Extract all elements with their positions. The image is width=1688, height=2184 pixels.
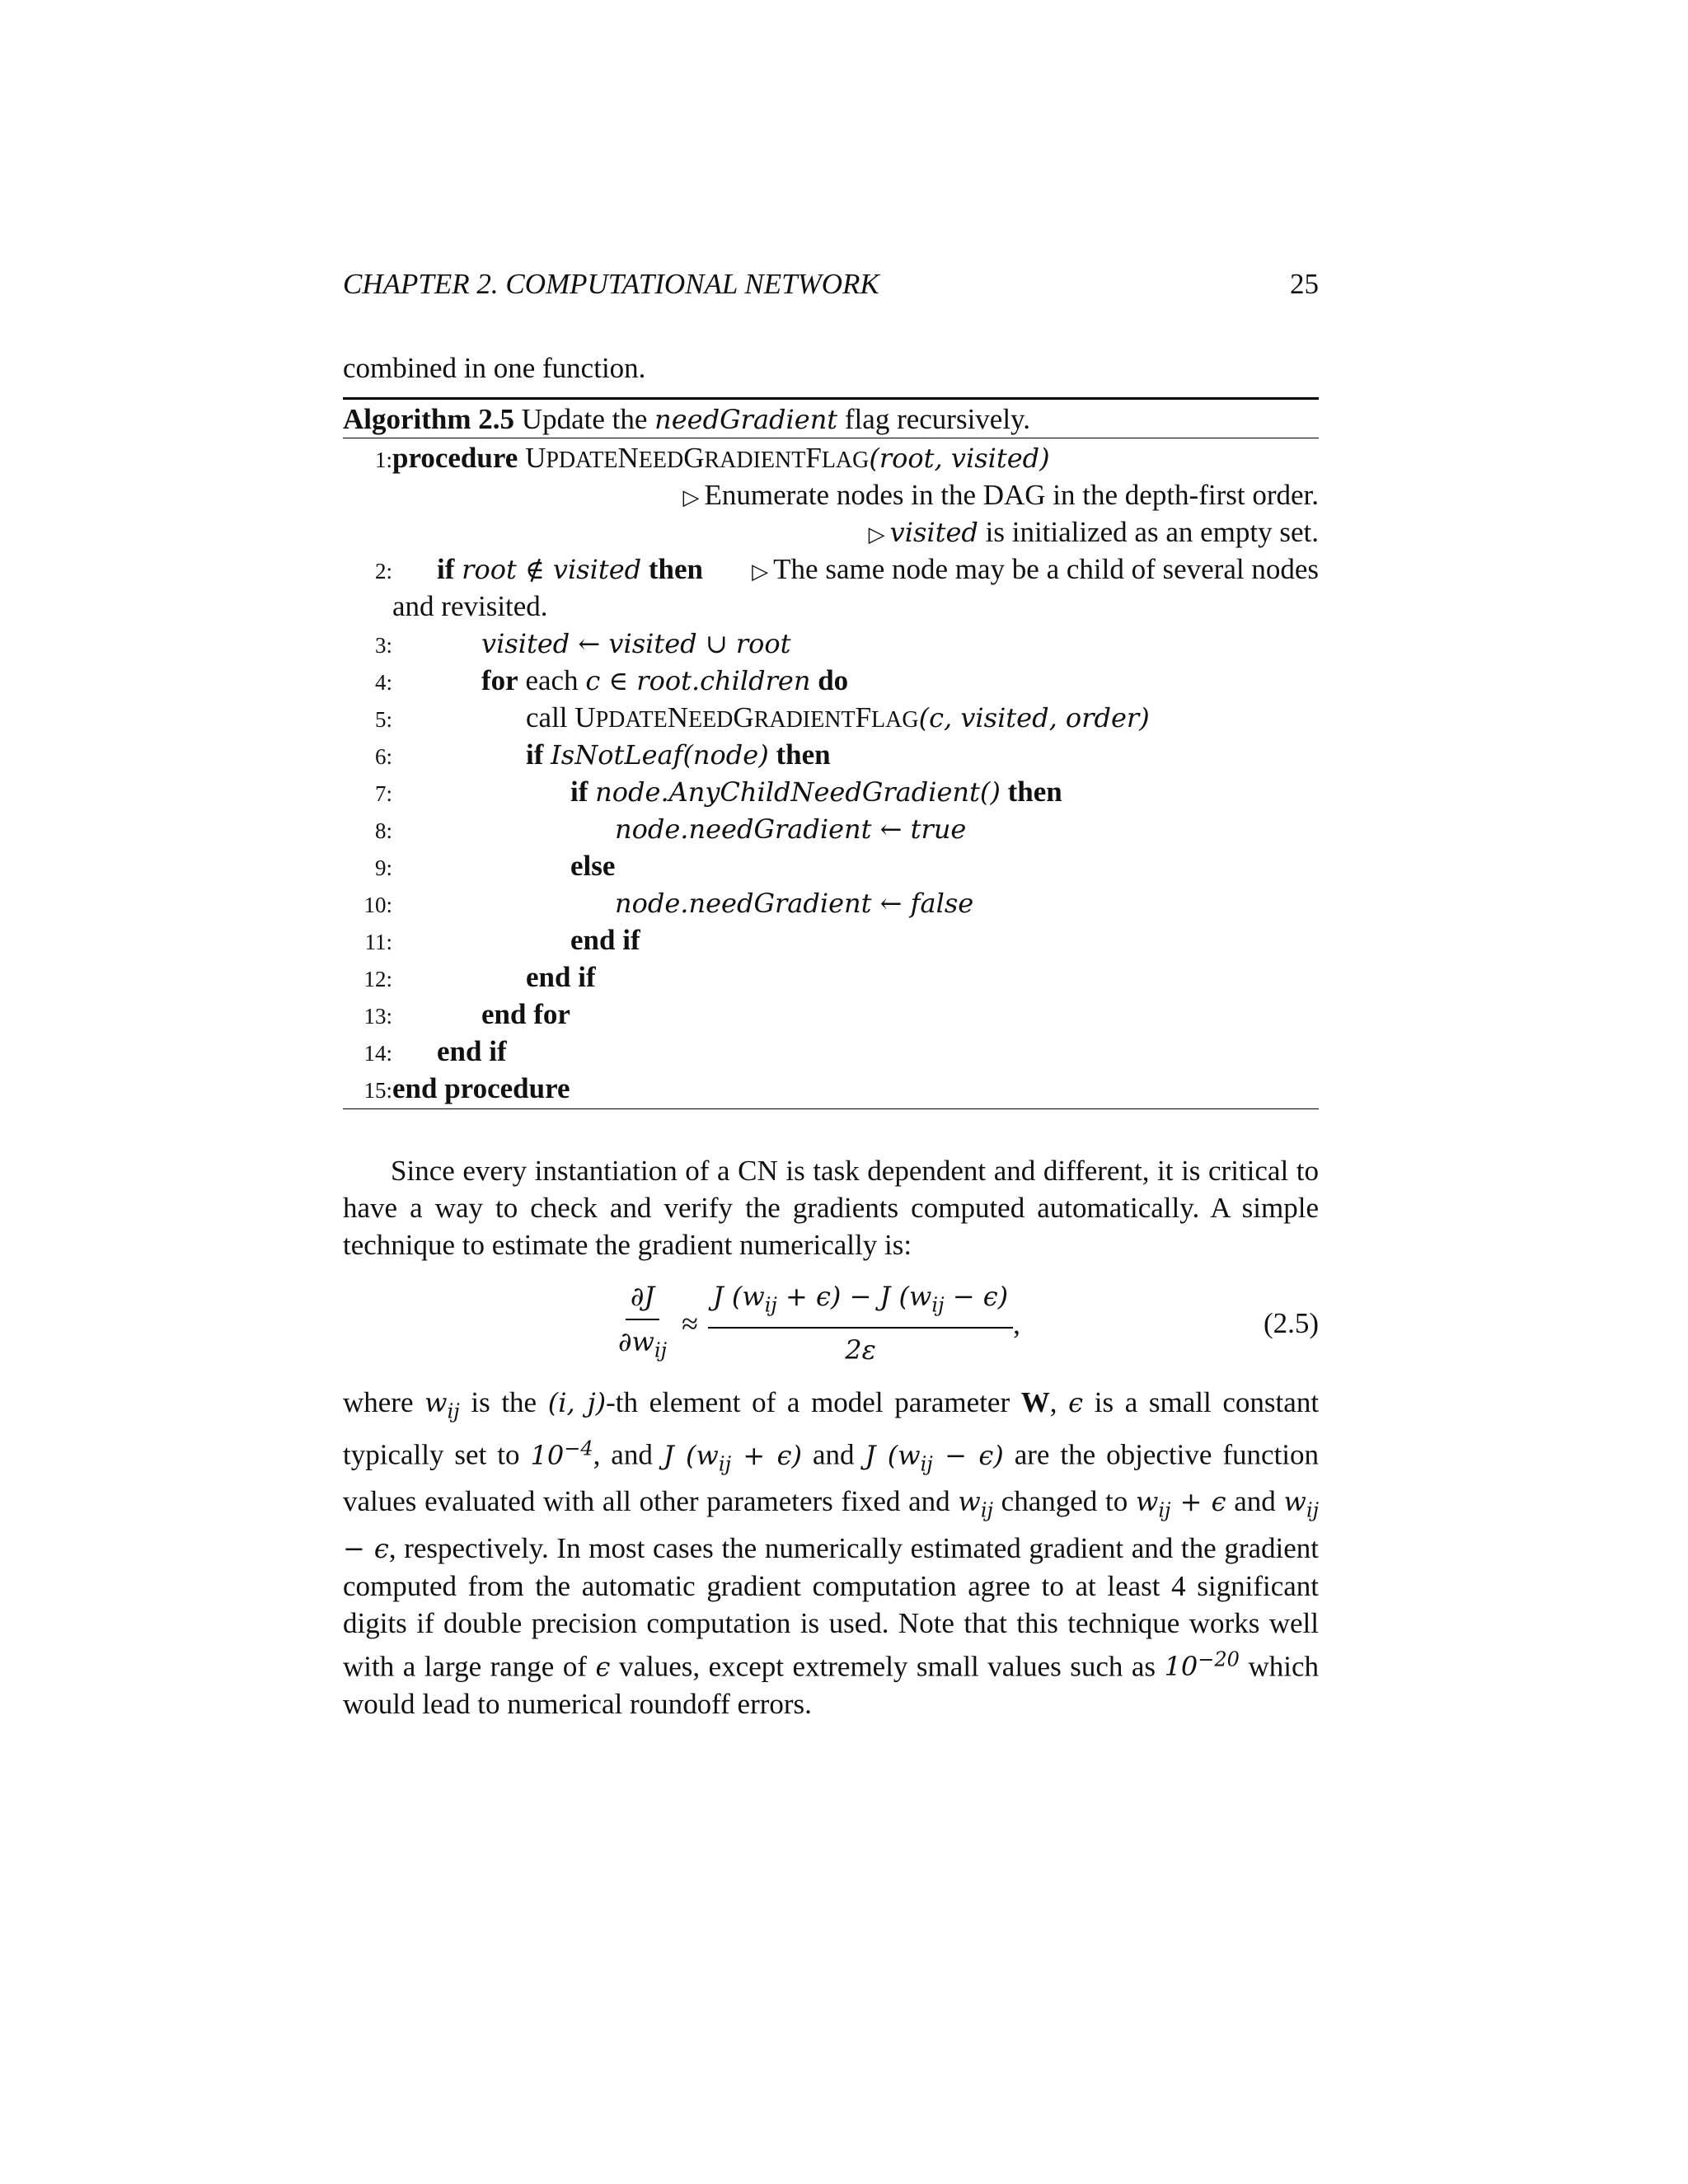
algo-line (343, 439, 1319, 476)
page-number: 25 (1290, 268, 1319, 300)
text: values, except extremely small values such as (618, 1650, 1156, 1683)
line-code (437, 551, 703, 588)
intro-text: combined in one function. (343, 352, 646, 384)
lhs-denominator (613, 1320, 672, 1369)
math-w-plus: $w_{ij} + \epsilon$ (1135, 1486, 1226, 1522)
text: , and (593, 1439, 653, 1472)
lhs-den-sub: ij (654, 1338, 668, 1362)
algo-line (343, 625, 1319, 662)
statement-math: c ∈ root.children (585, 665, 811, 696)
line-number: 14: (363, 1041, 392, 1066)
lhs-numerator: ∂J (626, 1278, 659, 1320)
line-number: 10: (363, 893, 392, 917)
keyword: end if (526, 961, 596, 993)
algorithm-bottom-rule (343, 1108, 1319, 1109)
line-code (481, 625, 791, 663)
triangle-icon: ▷ (682, 485, 700, 509)
procedure-name: UPDATENEEDGRADIENTFLAG (574, 701, 919, 733)
keyword: then (1007, 776, 1062, 808)
line-code (570, 773, 1062, 811)
running-header (343, 265, 1319, 307)
math-J-minus: J $(w_{ij} - \epsilon)$ (865, 1440, 1004, 1476)
keyword: procedure (392, 442, 518, 474)
math-1e-20: $10^{-20}$ (1164, 1647, 1240, 1683)
statement-math: node.AnyChildNeedGradient() (595, 776, 1001, 808)
keyword: end if (437, 1035, 507, 1067)
condition: root ∉ visited (462, 554, 642, 585)
comment-text: is initialized as an empty set. (985, 516, 1319, 548)
text: changed to (1001, 1485, 1128, 1518)
equation-comma: , (1013, 1307, 1020, 1340)
lhs-fraction (613, 1278, 672, 1369)
rhs-numerator: J $(w_{ij} + \epsilon) - J$ $(w_{ij} - \epsilon)$ (708, 1278, 1013, 1329)
text: is a small constant typically set to (343, 1386, 1320, 1472)
line-number: 3: (374, 633, 392, 658)
line-number: 4: (374, 670, 392, 695)
line-number: 6: (374, 744, 392, 769)
keyword: for (481, 664, 518, 696)
algo-line (343, 884, 1319, 921)
algorithm-body (343, 438, 1319, 1108)
algo-line (343, 551, 1319, 588)
math-eps: ϵ (1068, 1387, 1084, 1418)
equation-number: (2.5) (1263, 1307, 1319, 1339)
comment (869, 513, 1319, 553)
line-code (392, 1070, 570, 1107)
text: where (343, 1386, 414, 1418)
rhs-denominator: 2ε (845, 1334, 876, 1366)
keyword: end if (570, 924, 640, 956)
triangle-icon: ▷ (868, 523, 885, 546)
statement-text: call (526, 701, 568, 733)
math-1e-4: $10^{-4}$ (530, 1436, 593, 1472)
line-number: 2: (374, 559, 392, 583)
keyword: if (437, 553, 455, 585)
keyword: end procedure (392, 1072, 570, 1104)
comment-text: The same node may be a child of several nodes (773, 553, 1319, 585)
algo-line (343, 921, 1319, 958)
procedure-name: UPDATENEEDGRADIENTFLAG (525, 442, 870, 474)
line-number: 8: (374, 818, 392, 843)
algo-line (343, 1070, 1319, 1107)
chapter-title: CHAPTER 2. COMPUTATIONAL NETWORK (343, 268, 879, 300)
algorithm-label: Algorithm 2.5 (343, 403, 515, 435)
line-code (437, 1033, 507, 1070)
statement-math: node.needGradient ← false (615, 888, 974, 919)
lhs-den-text: ∂w (618, 1325, 654, 1357)
approx-symbol: ≈ (682, 1306, 698, 1340)
algo-comment-line (343, 476, 1319, 513)
page (343, 265, 1319, 1751)
text: is the (471, 1386, 537, 1418)
algo-line (343, 958, 1319, 996)
algo-continuation-line (343, 588, 1319, 625)
line-code (392, 439, 1050, 479)
algorithm-caption (343, 400, 1319, 438)
keyword: if (570, 776, 588, 808)
line-code (615, 884, 973, 922)
line-code (481, 996, 570, 1033)
procedure-args: (root, visited) (869, 443, 1050, 474)
caption-text: Update the (521, 403, 648, 435)
line-number: 5: (374, 707, 392, 732)
triangle-icon: ▷ (752, 560, 769, 583)
algo-line (343, 773, 1319, 810)
math-w-ij: $w_{ij}$ (424, 1387, 460, 1423)
line-code (526, 699, 1150, 738)
line-number: 11: (364, 930, 392, 954)
line-number: 1: (374, 448, 392, 472)
body-paragraph-2: where $w_{ij}$ is the (i, j)-th element of a model parameter W, ϵ is a small constant typically set to $10^{-4}$, and J $(w_{ij} + \epsilon)$ and J $(w_{ij} - \epsilon)$ are the objective function values evaluated with all other parameters fixed and $w_{ij}$ changed to $w_{ij} + \epsilon$ and $w_{ij} - \epsilon$, respectively. In most cases the numerically estimated gradient and the gradient computed from the automatic gradient computation agree to at least 4 significant digits if double precision computation is used. Note that this technique works well with a large range of ϵ values, except extremely small values such as $10^{-20}$ which would lead to numerical roundoff errors. (343, 1386, 1320, 1721)
algo-line (343, 736, 1319, 773)
equation-block (343, 1270, 1319, 1377)
comment-math: visited (889, 517, 978, 548)
comment-text: Enumerate nodes in the DAG in the depth-first order. (704, 479, 1319, 511)
body-paragraph: Since every instantiation of a CN is task dependent and different, it is critical to have a way to check and verify the gradients computed automatically. A simple technique to estimate the gradient numerically is: (343, 1155, 1319, 1261)
keyword: else (570, 850, 616, 882)
text: and (1234, 1485, 1276, 1518)
algo-line (343, 662, 1319, 699)
line-code (570, 921, 640, 958)
keyword: end for (481, 998, 570, 1030)
line-code (615, 810, 966, 848)
continuation-text: and revisited. (392, 590, 548, 622)
rhs-fraction (708, 1278, 1013, 1369)
algo-line (343, 810, 1319, 847)
caption-math: needGradient (654, 404, 838, 435)
algo-line (343, 996, 1319, 1033)
algo-comment-line (343, 513, 1319, 551)
math-eps: ϵ (595, 1651, 611, 1683)
line-code (526, 736, 831, 774)
algo-line (343, 1033, 1319, 1070)
procedure-args: (c, visited, order) (918, 702, 1150, 733)
text: , respectively. In most cases the numerically estimated gradient and the gradient computed from the automatic gradient computation agree to at least 4 significant digits if double precision computation is used. Note that this technique works well with a large range of (343, 1531, 1320, 1683)
equation (613, 1270, 1020, 1377)
math-ij: (i, j) (547, 1387, 607, 1418)
algorithm-block (343, 397, 1319, 1109)
math-w-minus: $w_{ij} - \epsilon$ (343, 1486, 1320, 1564)
text: -th element of a model parameter (606, 1386, 1010, 1418)
statement-math: visited ← visited ∪ root (481, 628, 791, 659)
keyword: then (648, 553, 703, 585)
caption-text-after: flag recursively. (844, 403, 1031, 435)
line-code (570, 847, 615, 884)
keyword: if (526, 738, 544, 771)
keyword: then (776, 738, 831, 771)
math-w-ij: $w_{ij}$ (958, 1486, 993, 1522)
algo-line (343, 847, 1319, 884)
line-number: 12: (363, 967, 392, 991)
text: and (813, 1439, 855, 1472)
text: which would lead to numerical roundoff errors. (343, 1650, 1319, 1721)
line-number: 9: (374, 855, 392, 880)
comment (752, 551, 1319, 590)
line-number: 13: (363, 1004, 392, 1029)
text: are the objective function values evaluated with all other parameters fixed and (343, 1439, 1320, 1518)
math-W: W (1020, 1386, 1050, 1418)
line-number: 7: (374, 781, 392, 806)
line-code (526, 958, 596, 996)
comment (683, 476, 1320, 516)
line-code (481, 662, 848, 700)
keyword: do (818, 664, 849, 696)
statement-math: IsNotLeaf(node) (551, 739, 769, 771)
algo-line (343, 699, 1319, 736)
statement-math: node.needGradient ← true (615, 813, 967, 845)
statement-text: each (525, 664, 579, 696)
line-number: 15: (363, 1078, 392, 1103)
math-J-plus: J $(w_{ij} + \epsilon)$ (663, 1440, 803, 1476)
